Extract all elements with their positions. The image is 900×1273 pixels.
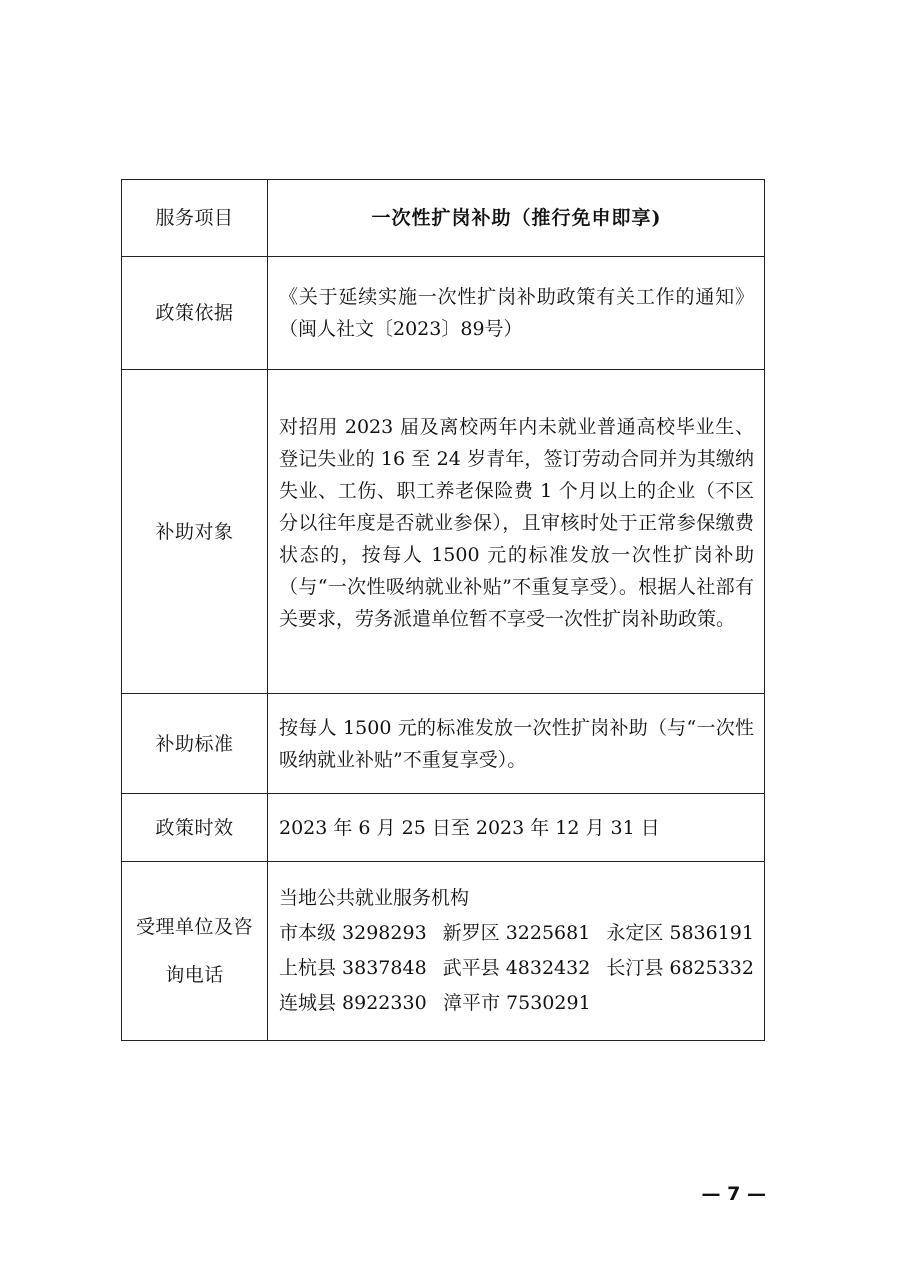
standard-label-text: 补助标准 <box>155 732 234 755</box>
table-row-period <box>122 794 765 862</box>
policy-table <box>121 179 765 1041</box>
table-row-service <box>122 180 765 257</box>
basis-label <box>122 257 268 370</box>
page-number: — 7 — <box>701 1183 766 1205</box>
service-label-text: 服务项目 <box>155 207 234 229</box>
basis-value <box>268 257 765 370</box>
phone-entry: 新罗区 3225681 <box>442 922 591 944</box>
target-label-text: 补助对象 <box>155 520 234 543</box>
phone-entry: 长汀县 6825332 <box>606 957 754 979</box>
standard-label <box>122 694 268 794</box>
phone-entry: 永定区 5836191 <box>606 922 754 944</box>
standard-text: 按每人 1500 元的标准发放一次性扩岗补助（与“一次性吸纳就业补贴”不重复享受）。 <box>279 716 754 771</box>
period-label <box>122 794 268 862</box>
contact-value <box>268 862 765 1041</box>
contact-label-text: 受理单位及咨询电话 <box>135 916 253 986</box>
phone-entry: 连城县 8922330 <box>279 992 427 1014</box>
phone-entry: 市本级 3298293 <box>279 922 427 944</box>
basis-label-text: 政策依据 <box>155 302 234 324</box>
standard-value <box>268 694 765 794</box>
table-row-standard <box>122 694 765 794</box>
service-title: 一次性扩岗补助（推行免申即享) <box>371 207 662 229</box>
basis-text: 《关于延续实施一次性扩岗补助政策有关工作的通知》（闽人社文〔2023〕89号） <box>279 286 754 340</box>
phone-row-3 <box>279 986 754 1021</box>
table-row-contact <box>122 862 765 1041</box>
period-text: 2023 年 6 月 25 日至 2023 年 12 月 31 日 <box>279 816 660 839</box>
contact-unit: 当地公共就业服务机构 <box>279 887 470 909</box>
service-label <box>122 180 268 257</box>
target-text: 对招用 2023 届及离校两年内未就业普通高校毕业生、登记失业的 16 至 24 岁青年，签订劳动合同并为其缴纳失业、工伤、职工养老保险费 1 个月以上的企业（不区分以往年度是否就业参保），且审核时处于正常参保缴费状态的，按每人 1500 元的标准发放一次性扩岗补助（与“一次性吸纳就业补贴”不重复享受）。根据人社部有关要求，劳务派遣单位暂不享受一次性扩岗补助政策。 <box>279 415 754 630</box>
service-value <box>268 180 765 257</box>
phone-row-1 <box>279 916 754 951</box>
phone-row-2 <box>279 951 754 986</box>
phone-entry: 武平县 4832432 <box>442 957 591 979</box>
target-value <box>268 370 765 694</box>
table-row-target <box>122 370 765 694</box>
phone-entry: 漳平市 7530291 <box>443 992 591 1014</box>
table-row-basis <box>122 257 765 370</box>
period-value <box>268 794 765 862</box>
target-label <box>122 370 268 694</box>
contact-label <box>122 862 268 1041</box>
period-label-text: 政策时效 <box>155 816 234 839</box>
phone-entry: 上杭县 3837848 <box>279 957 427 979</box>
